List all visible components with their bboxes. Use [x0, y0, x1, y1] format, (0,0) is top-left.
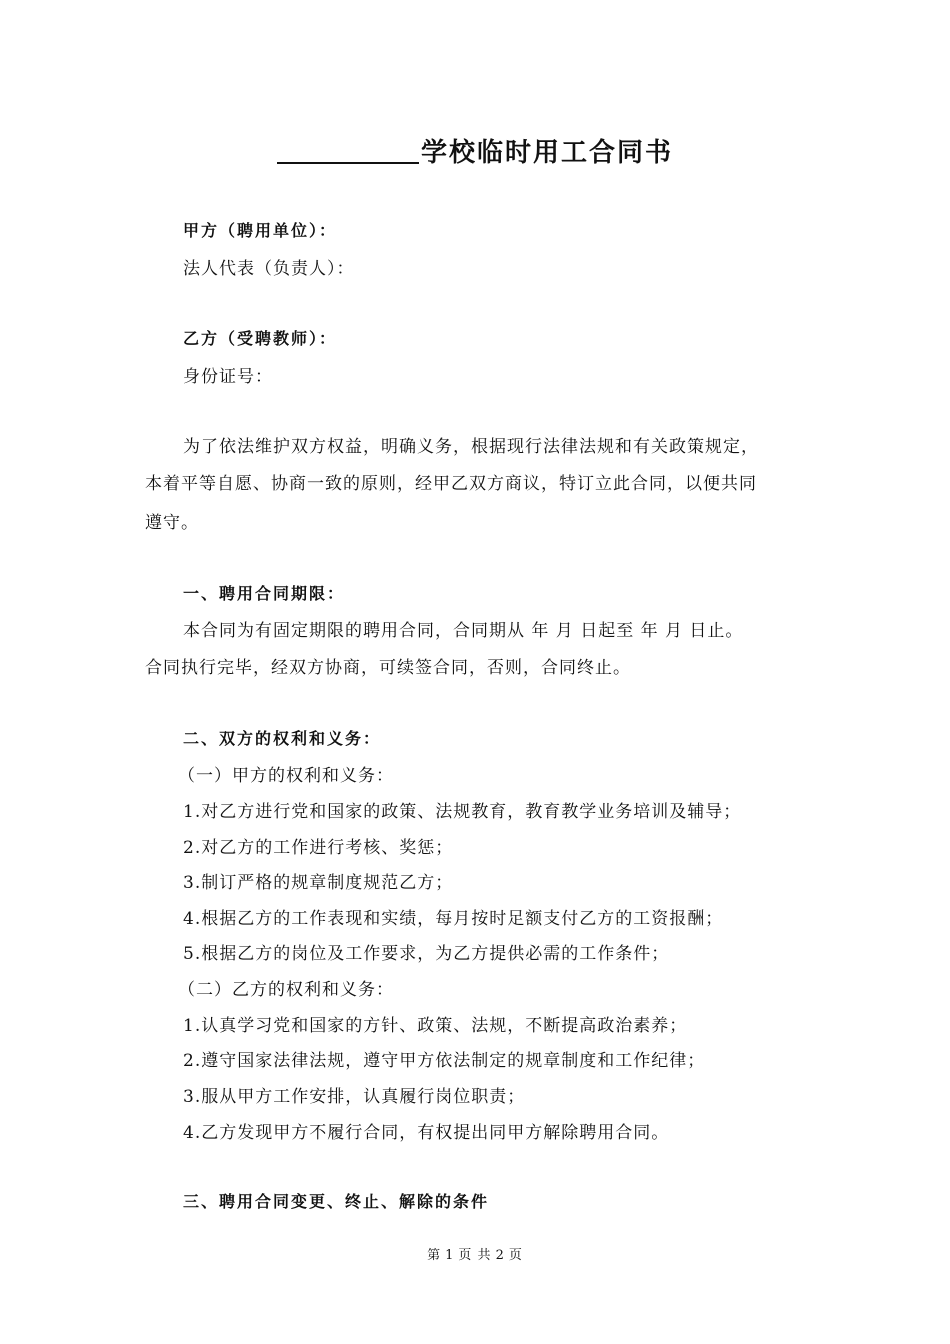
- section1-heading: 一、聘用合同期限：: [183, 584, 346, 603]
- party-a-representative: 法人代表（负责人）：: [183, 259, 355, 279]
- section2-b-item-3: 3.服从甲方工作安排，认真履行岗位职责；: [183, 1087, 526, 1107]
- preamble-line-1: 为了依法维护双方权益，明确义务，根据现行法律法规和有关政策规定，: [183, 437, 759, 457]
- party-b-id-number: 身份证号：: [183, 367, 273, 387]
- footer-mid: 页 共: [458, 1248, 492, 1263]
- section2-sub-a: （一）甲方的权利和义务：: [178, 766, 394, 786]
- footer-suffix: 页: [508, 1248, 523, 1263]
- section1-line-1: 本合同为有固定期限的聘用合同，合同期从 年 月 日起至 年 月 日止。: [183, 621, 744, 641]
- footer-page-number: 1: [445, 1248, 455, 1263]
- section2-b-item-2: 2.遵守国家法律法规，遵守甲方依法制定的规章制度和工作纪律；: [183, 1051, 706, 1071]
- section2-a-item-4: 4.根据乙方的工作表现和实绩，每月按时足额支付乙方的工资报酬；: [183, 909, 724, 929]
- section3-heading: 三、聘用合同变更、终止、解除的条件: [183, 1192, 490, 1211]
- party-b-label: 乙方（受聘教师）：: [183, 329, 338, 348]
- document-title: [0, 132, 950, 169]
- title-blank-underline[interactable]: [277, 138, 419, 164]
- section2-heading: 二、双方的权利和义务：: [183, 729, 382, 748]
- section2-b-item-1: 1.认真学习党和国家的方针、政策、法规，不断提高政治素养；: [183, 1016, 688, 1036]
- page-footer: [0, 1244, 950, 1263]
- section2-a-item-2: 2.对乙方的工作进行考核、奖惩；: [183, 838, 454, 858]
- preamble-line-3: 遵守。: [145, 513, 199, 533]
- section2-sub-b: （二）乙方的权利和义务：: [178, 980, 394, 1000]
- section2-a-item-1: 1.对乙方进行党和国家的政策、法规教育，教育教学业务培训及辅导；: [183, 802, 742, 822]
- section2-b-item-4: 4.乙方发现甲方不履行合同，有权提出同甲方解除聘用合同。: [183, 1123, 670, 1143]
- section2-a-item-3: 3.制订严格的规章制度规范乙方；: [183, 873, 454, 893]
- party-a-label: 甲方（聘用单位）：: [183, 221, 338, 240]
- footer-prefix: 第: [427, 1248, 442, 1263]
- footer-total-pages: 2: [495, 1248, 505, 1263]
- section2-a-item-5: 5.根据乙方的岗位及工作要求，为乙方提供必需的工作条件；: [183, 944, 670, 964]
- section1-line-2: 合同执行完毕，经双方协商，可续签合同，否则，合同终止。: [145, 658, 631, 678]
- preamble-line-2: 本着平等自愿、协商一致的原则，经甲乙双方商议，特订立此合同，以便共同: [145, 474, 757, 494]
- title-text: 学校临时用工合同书: [420, 138, 673, 168]
